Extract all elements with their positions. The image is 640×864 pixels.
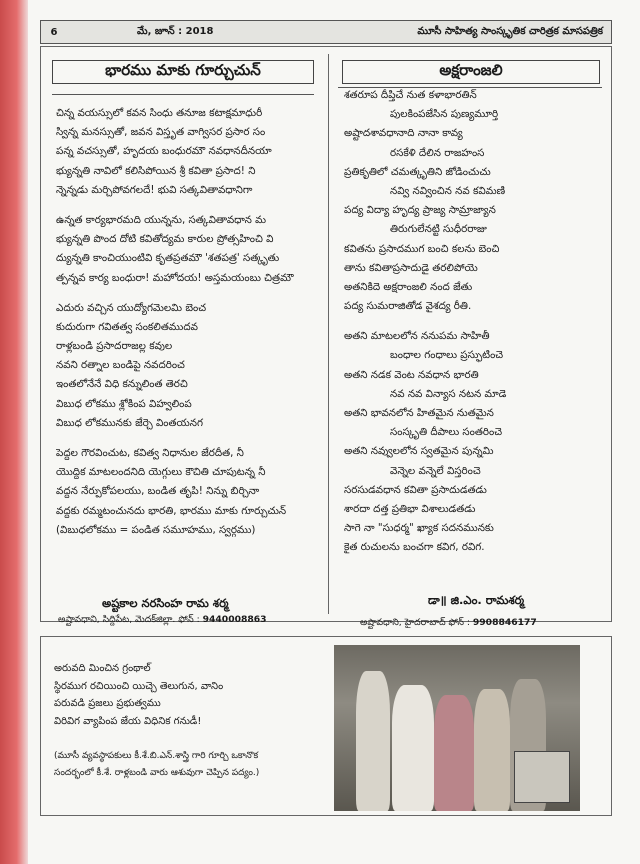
verse-line: అష్టాదశావధానాది నానా కావ్య (344, 127, 463, 140)
left-author-address (58, 614, 267, 627)
stanza-gap (56, 433, 322, 444)
verse-line: (విబుధలోకము = పండిత సమూహము, స్వర్గము) (56, 523, 256, 536)
verse-line: తాను కవితాప్రసాదుడై తరలిపోయె (344, 261, 478, 274)
title-rule-left (52, 94, 314, 95)
verse-line: తిరుగులేనట్టి సుధీరరాజు (390, 223, 487, 236)
verse-line: పద్య విద్యా హృద్య ప్రాజ్య సామ్రాజ్యాన (344, 204, 496, 217)
verse-line: వెన్నెల వన్నెలే విస్తరించె (390, 464, 481, 477)
event-photo (334, 645, 580, 811)
verse-line: కవితను ప్రసాదముగ బంచి కలను బెంచి (344, 242, 500, 255)
verse-line: త్పన్నవ కార్య బంధురా! మహోదయ! అస్తమయంబు చిత్రమౌ (56, 271, 294, 284)
right-author-name: డా॥ జి.ఎం. రామశర్మ (428, 593, 525, 607)
verse-line: విరివిగ వ్యాపింప జేయ విధినిక గనుడీ! (54, 715, 202, 727)
verse-line: యొద్దిక మాటలందనిది యెగ్గులు కౌచితి చూపుటన్న నీ (56, 466, 266, 479)
right-article-body (344, 86, 602, 558)
verse-line: పరువడి ప్రజలు ప్రభుత్వము (54, 698, 161, 709)
verse-line: నవ్వి నవ్వించిన నవ కవిమణి (390, 184, 506, 197)
verse-line: విబుధ లోకము శ్లోకింప విహ్వలింప (56, 397, 192, 410)
verse-line: ఇంతలోనేనే విధి కన్నులింత తెరచి (56, 378, 188, 391)
verse-line: పులకింపజేసిన పుణ్యమూర్తి (390, 108, 499, 121)
left-author-name: అష్టకాల నరసింహ రామ శర్మ (102, 596, 229, 610)
verse-line: నవ నవ విన్యాస నటన మాడె (390, 387, 507, 400)
right-phone: 9908846177 (472, 617, 537, 628)
right-address-text: అష్టావధాని, హైదరాబాద్ ఫోన్ : (360, 617, 470, 628)
verse-line: సరసుడవధాన కవితా ప్రసాదుడతడు (344, 483, 487, 496)
verse-line: భ్యున్నతి నావిలో కలిసిపోయిన శ్రీ కవితా ప్రసాద! ని (56, 164, 256, 177)
verse-line: భ్యున్నతి పొంద దోటి కవితోద్యమ కారుల ప్రోత్సహించి వి (56, 233, 274, 246)
verse-line: నవని రత్నాల బండిపై నవదరించ (56, 359, 185, 372)
stanza-gap (344, 316, 602, 327)
verse-line: అతని భావనలోన హితమైన నుతమైన (344, 407, 494, 419)
verse-line: ప్రతికృతిలో చమత్కృతిని జోడించుచు (344, 165, 491, 178)
left-article-body (56, 104, 322, 540)
verse-line: చిన్న వయస్సులో కవన సింధు తనూజ కటాక్షమాధురీ (56, 107, 263, 119)
page-header (40, 20, 612, 44)
verse-line: వద్దన నేర్పుకోపలయు, బండిత తృపి! నిన్ను బిర్చినా (56, 485, 260, 498)
verse-line: అరువది మించిన గ్రంథాల్ (54, 663, 151, 674)
verse-line: పన్న వచస్సుతో, హృదయ బంధురమౌ నవధానదీనయా (56, 145, 272, 158)
stanza-gap (56, 288, 322, 299)
verse-line: ఎదురు వచ్చిన యుద్యోగమెలమి బెంచ (56, 301, 207, 314)
tribute-note (54, 748, 259, 782)
verse-line: స్విన్న మనస్సుతో, జవన విస్తృత వాగ్విసర ప్రసార సం (56, 126, 266, 139)
left-phone: 9440008863 (202, 614, 267, 625)
verse-line: వద్దకు రమ్మటంచునదు భారతి, భారము మాకు గూర్చుచున్ (56, 504, 287, 517)
left-article-title: భారము మాకు గూర్చుచున్ (52, 60, 314, 84)
magazine-name: మూసీ సాహిత్య సాంస్కృతిక చారిత్రక మాసపత్రిక (417, 26, 603, 37)
verse-line: అతని మాటలలోన ననుపమ సాహితీ (344, 330, 490, 343)
page-number: 6 (50, 26, 58, 38)
verse-line: ఉన్నత కార్యభారమది యున్నను, సత్కవితావధాన మ (56, 213, 266, 226)
portrait-inset (514, 751, 570, 803)
tribute-verse (54, 660, 223, 730)
verse-line: రాళ్లబండి ప్రసాదరాజల్ల కవుల (56, 340, 173, 353)
stanza-gap (56, 200, 322, 211)
verse-line: అతని నవ్వులలోన స్వతమైన పున్నమి (344, 445, 494, 458)
verse-line: అతనికిదె అక్షరాంజలి నంద జేతు (344, 280, 473, 293)
verse-line: విబుధ లోకమునకు జేర్చె వింతయనగ (56, 416, 203, 429)
right-article-title: అక్షరాంజలి (342, 60, 600, 84)
verse-line: (మూసీ వ్యవస్థాపకులు కీ.శే.బి.ఎన్.శాస్త్రి గారి గూర్చి ఒకానొక (54, 751, 259, 761)
binding-edge (0, 0, 28, 864)
verse-line: సంస్కృతి దీపాలు సంతరించె (390, 426, 503, 439)
verse-line: అతని నడక వెంట నవధాన భారతి (344, 368, 479, 381)
verse-line: పెద్దల గౌరవించుట, కవిత్వ నిధానుల జేరదీత, నీ (56, 447, 244, 459)
verse-line: సందర్భంలో కీ.శే. రాళ్లబండి వారు ఆశువుగా చెప్పిన పద్యం.) (54, 768, 260, 778)
verse-line: సాగె నా "సుధర్మ" ఖ్యాక సదనమునకు (344, 522, 494, 535)
verse-line: స్థిరముగ రచియించి యిచ్చె తెలుగున, వానిం (54, 680, 224, 692)
verse-line: న్నెన్నడు మర్చిపోవగలదే! భువి సత్కవితావధానిగా (56, 183, 253, 196)
verse-line: పద్య సుమరాజితోడ వైశద్య రీతి. (344, 300, 472, 313)
verse-line: శతరూప దీప్తిచే నుత కళాభారతిన్ (344, 89, 477, 101)
verse-line: కుదురుగా గవితత్వ సంకలితముదవ (56, 320, 198, 333)
column-divider (328, 54, 329, 614)
verse-line: శారదా దత్త ప్రతిభా విశాలుడతడు (344, 502, 476, 515)
verse-line: బంధాల గంధాలు ప్రస్ఫుటించె (390, 349, 504, 362)
verse-line: ద్యున్నతి కాంచియుంటివి కృతప్రతమౌ 'శతపత్ర' సత్కృతు (56, 252, 280, 265)
verse-line: రసకేళి దేలిన రాజహంస (390, 146, 485, 159)
verse-line: కైత రుచులను బంచగా కవిగ, రవిగ. (344, 541, 485, 554)
issue-date: మే, జూన్ : 2018 (137, 26, 214, 37)
left-address-text: అష్టావధాని, సిద్దిపేట, మెదక్‌జిల్లా. ఫోన్ : (58, 614, 200, 625)
right-author-address (360, 617, 537, 630)
